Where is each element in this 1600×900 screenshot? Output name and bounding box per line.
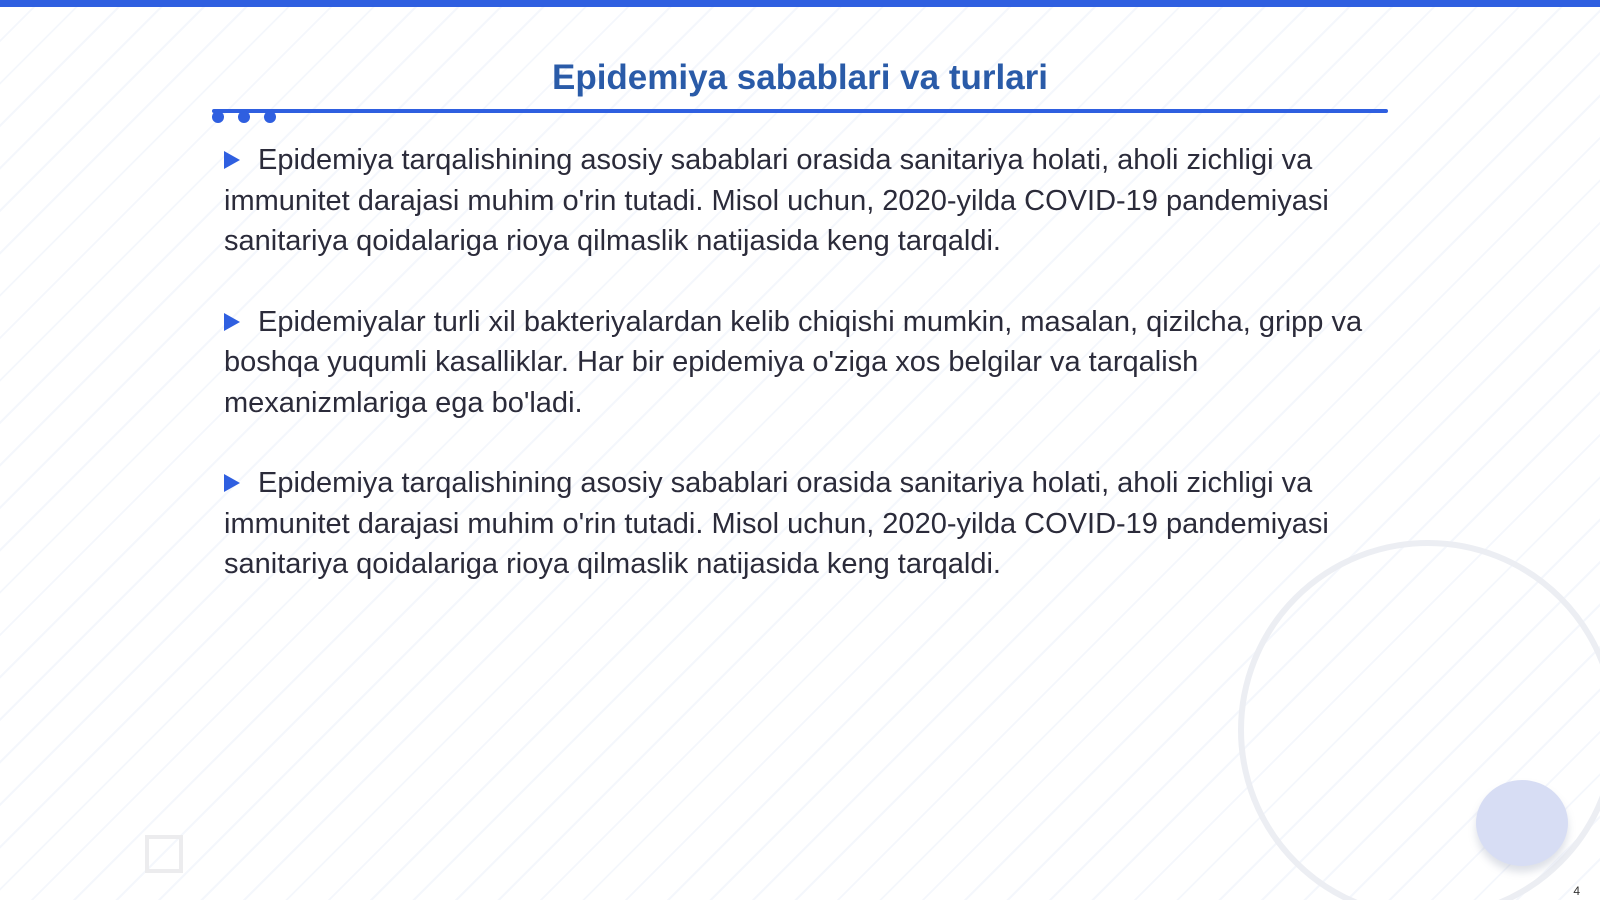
decorative-square-outline [145,835,183,873]
decorative-filled-circle [1476,780,1568,866]
bullet-item [224,140,1374,262]
top-accent-bar [0,0,1600,7]
bullet-text: Epidemiyalar turli xil bakteriyalardan kelib chiqishi mumkin, masalan, qizilcha, gripp va boshqa yuqumli kasalliklar. Har bir epidemiya o'ziga xos belgilar va tarqalish mexanizmlariga ega bo'ladi. [224,305,1363,419]
bullet-text: Epidemiya tarqalishining asosiy sabablari orasida sanitariya holati, aholi zichligi va immunitet darajasi muhim o'rin tutadi. Misol uchun, 2020-yilda COVID-19 pandemiyasi sanitariya qoidalariga rioya qilmaslik natijasida keng tarqaldi. [224,467,1329,580]
title-dots-decoration [212,111,282,125]
bullet-list [224,140,1374,625]
page-number: 4 [1573,884,1580,898]
bullet-text: Epidemiya tarqalishining asosiy sabablari orasida sanitariya holati, aholi zichligi va immunitet darajasi muhim o'rin tutadi. Misol uchun, 2020-yilda COVID-19 pandemiyasi sanitariya qoidalariga rioya qilmaslik natijasida keng tarqaldi. [224,144,1329,257]
title-underline [212,109,1388,113]
triangle-right-icon [224,474,240,492]
bullet-item [224,463,1374,585]
triangle-right-icon [224,313,240,331]
dot-icon [238,111,250,123]
dot-icon [264,111,276,123]
triangle-right-icon [224,151,240,169]
dot-icon [212,111,224,123]
slide-title: Epidemiya sabablari va turlari [551,58,1049,97]
bullet-item [224,302,1374,424]
